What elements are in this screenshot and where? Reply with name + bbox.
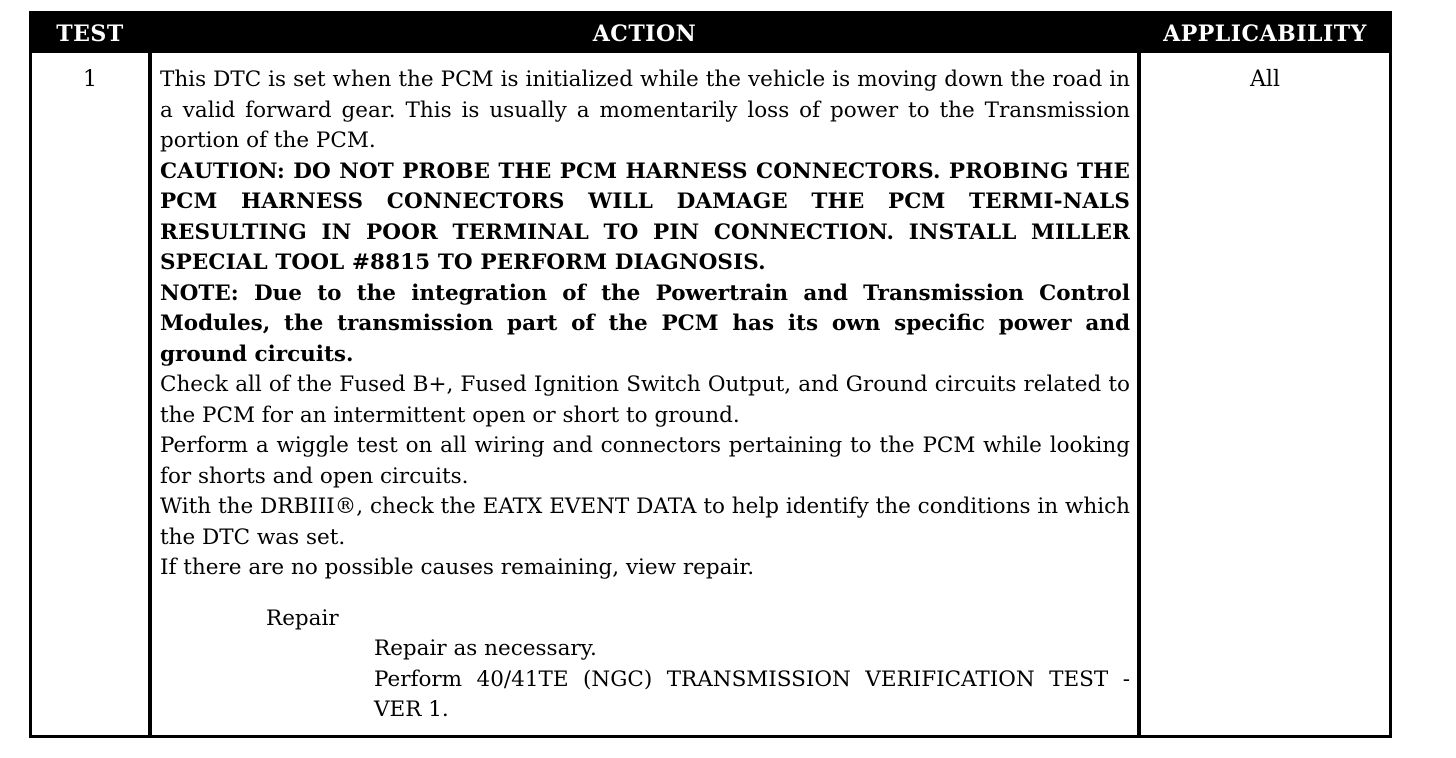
column-divider-1 — [148, 14, 152, 735]
repair-label: Repair — [266, 605, 339, 631]
table-header — [32, 14, 1389, 53]
repair-steps — [374, 634, 1130, 726]
check-circuits-text: Check all of the Fused B+, Fused Ignition Switch Output, and Ground circuits related to the PCM for an intermittent open or short to ground. — [160, 372, 1130, 428]
action-description: This DTC is set when the PCM is initialized while the vehicle is moving down the road in a valid forward gear. This is usually a momentarily loss of power to the Transmission portion of the PCM. — [160, 67, 1130, 153]
event-data-text: With the DRBIII®, check the EATX EVENT DATA to help identify the conditions in which the DTC was set. — [160, 494, 1130, 550]
action-cell — [160, 65, 1130, 726]
header-applicability: APPLICABILITY — [1163, 21, 1367, 47]
view-repair-text: If there are no possible causes remaining, view repair. — [160, 555, 755, 580]
repair-step: Repair as necessary. — [374, 636, 597, 661]
applicability-value: All — [1250, 67, 1280, 92]
header-test: TEST — [56, 21, 124, 47]
diagnostic-table — [29, 11, 1392, 738]
header-action: ACTION — [592, 21, 697, 47]
caution-text: CAUTION: DO NOT PROBE THE PCM HARNESS CONNECTORS. PROBING THE PCM HARNESS CONNECTORS WILL DAMAGE THE PCM TERMI-NALS RESULTING IN POOR TERMINAL TO PIN CONNECTION. INSTALL MILLER SPECIAL TOOL #8815 TO PERFORM DIAGNOSIS. — [160, 158, 1130, 275]
repair-step: Perform 40/41TE (NGC) TRANSMISSION VERIFICATION TEST - VER 1. — [374, 666, 1130, 722]
column-divider-2 — [1137, 14, 1141, 735]
note-text: NOTE: Due to the integration of the Powertrain and Transmission Control Modules, the transmission part of the PCM has its own specific power and ground circuits. — [160, 280, 1130, 367]
wiggle-test-text: Perform a wiggle test on all wiring and connectors pertaining to the PCM while looking for shorts and open circuits. — [160, 433, 1130, 489]
test-number: 1 — [83, 67, 97, 92]
